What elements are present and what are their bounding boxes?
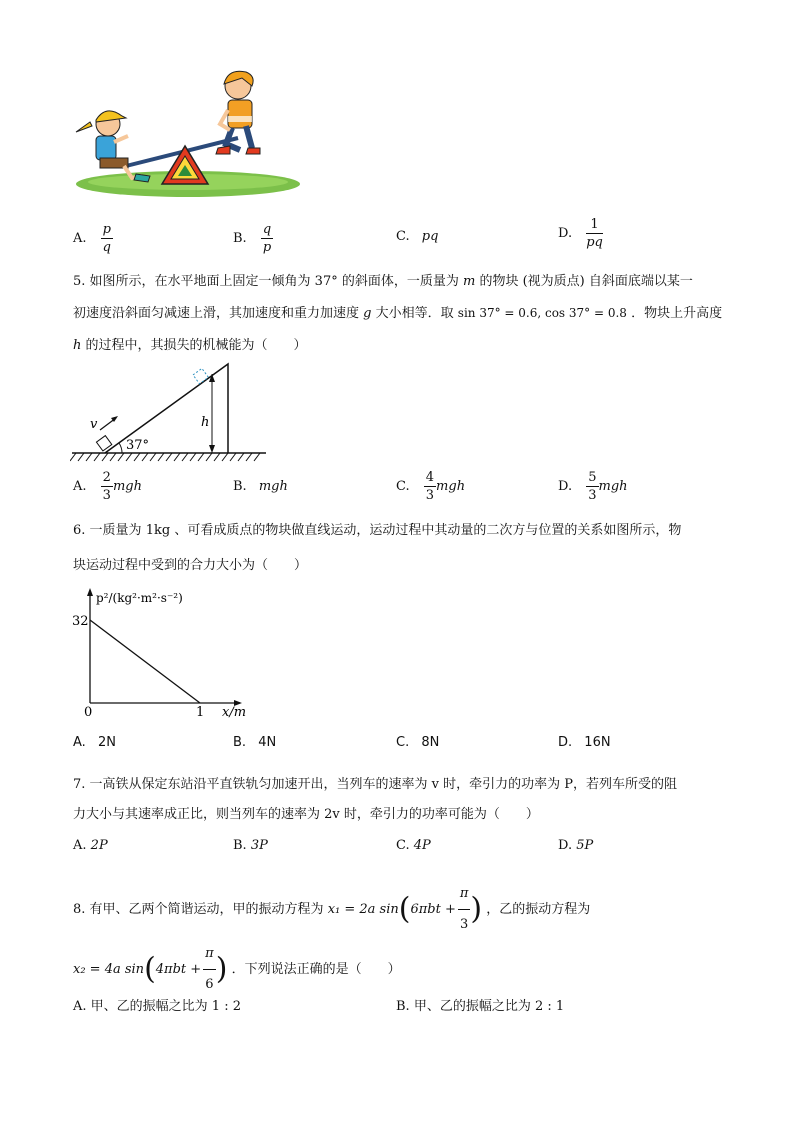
option-text: 4P	[413, 838, 431, 853]
option-label: B.	[233, 838, 247, 853]
fraction-denominator: 3	[425, 488, 435, 503]
q5-option-d[interactable]	[558, 470, 628, 503]
q7-line-2	[73, 805, 539, 825]
option-label: B.	[233, 735, 247, 750]
question-text: 的物块 (视为质点) 自斜面底端以某一	[479, 274, 693, 289]
fraction-denominator: q	[102, 240, 111, 255]
option-text: 2N	[97, 735, 116, 750]
q6-option-c[interactable]	[396, 735, 439, 750]
q8-option-a[interactable]	[73, 995, 241, 1014]
option-label: A.	[73, 735, 86, 750]
question-text: 力大小与其速率成正比，则当列车的速率为 2v 时，牵引力的功率可能为（ ）	[73, 807, 539, 822]
q6-line-1	[73, 521, 681, 541]
q6-option-b[interactable]	[233, 735, 276, 750]
mass-symbol: m	[463, 274, 476, 289]
fraction-denominator: 6	[205, 977, 214, 992]
option-label: B.	[233, 231, 247, 246]
option-label: D.	[558, 838, 573, 853]
option-label: C.	[396, 479, 410, 494]
option-label: C.	[396, 229, 410, 244]
velocity-label: v	[90, 417, 98, 432]
option-text: 甲、乙的振幅之比为 1 : 2	[90, 999, 241, 1014]
seesaw-illustration	[70, 66, 302, 198]
q8-line-2: x₂ = 4a sin(4πbt + $\frac{\pi}{6}$ ) ．下列说法正确的是（ ）	[73, 940, 401, 999]
q4-option-b[interactable]	[233, 222, 273, 255]
option-text: 2P	[90, 838, 108, 853]
option-text: pq	[421, 229, 439, 244]
fraction-numerator: 5	[588, 470, 597, 485]
equation-2-left: x₂ = 4a sin	[73, 962, 145, 977]
option-label: B.	[396, 999, 410, 1014]
option-label: D.	[558, 735, 573, 750]
question-number: 7.	[73, 777, 86, 792]
g-symbol: g	[363, 306, 372, 321]
option-label: B.	[233, 479, 247, 494]
question-text: 的过程中，其损失的机械能为（ ）	[85, 338, 307, 353]
q7-option-d[interactable]	[558, 838, 593, 853]
equation-2-inner: 4πbt +	[155, 962, 202, 977]
mass-value: 1kg	[145, 523, 171, 538]
question-text: ．下列说法正确的是（ ）	[231, 962, 401, 977]
angle-label: 37°	[126, 438, 150, 453]
question-number: 8.	[73, 902, 86, 917]
option-label: C.	[396, 838, 410, 853]
y-tick-label: 32	[72, 614, 89, 629]
q5-line-3	[73, 336, 307, 356]
option-label: A.	[73, 479, 87, 494]
q6-option-a[interactable]	[73, 735, 116, 750]
option-text: 16N	[584, 735, 611, 750]
fraction-denominator: pq	[586, 235, 603, 250]
data-line	[90, 620, 200, 703]
q5-option-b[interactable]	[233, 479, 288, 494]
fraction-numerator: p	[102, 222, 111, 237]
option-suffix: mgh	[112, 479, 142, 494]
question-text: 如图所示，在水平地面上固定一倾角为 37° 的斜面体，一质量为	[89, 274, 459, 289]
option-text: 3P	[250, 838, 268, 853]
question-text: ．物块上升高度	[631, 306, 723, 321]
option-suffix: mgh	[598, 479, 628, 494]
q5-line-1	[73, 272, 693, 292]
question-number: 5.	[73, 274, 86, 289]
q4-option-a[interactable]	[73, 222, 113, 255]
q7-option-a[interactable]	[73, 838, 108, 853]
question-number: 6.	[73, 523, 86, 538]
trig-values: sin 37° = 0.6, cos 37° = 0.8	[457, 306, 627, 320]
option-label: A.	[73, 231, 87, 246]
option-text: 4N	[258, 735, 277, 750]
y-axis-label: p²/(kg²·m²·s⁻²)	[96, 591, 183, 605]
option-label: A.	[73, 838, 87, 853]
x-axis-label: x/m	[222, 705, 247, 720]
fraction-numerator: q	[262, 222, 272, 237]
fraction-numerator: 4	[425, 470, 435, 485]
incline-figure	[70, 360, 270, 470]
question-text: 有甲、乙两个简谐运动，甲的振动方程为	[89, 902, 324, 917]
q5-option-c[interactable]	[396, 470, 465, 503]
option-label: D.	[558, 479, 573, 494]
question-text: 块运动过程中受到的合力大小为（ ）	[73, 558, 308, 573]
q7-line-1	[73, 775, 677, 795]
fraction-denominator: p	[262, 240, 272, 255]
q4-option-c[interactable]	[396, 229, 438, 244]
fraction-numerator: 1	[586, 217, 603, 234]
fraction-numerator: 2	[102, 470, 111, 485]
origin-label: 0	[84, 705, 93, 720]
q5-line-2	[73, 303, 722, 324]
option-label: C.	[396, 735, 410, 750]
option-suffix: mgh	[436, 479, 466, 494]
option-label: D.	[558, 226, 573, 241]
option-text: 8N	[421, 735, 440, 750]
q8-option-b[interactable]	[396, 995, 564, 1014]
fraction-denominator: 3	[588, 488, 597, 503]
fraction-denominator: 3	[460, 917, 469, 932]
question-text: ，乙的振动方程为	[486, 902, 591, 917]
question-text: 一质量为	[89, 523, 142, 538]
q7-option-b[interactable]	[233, 838, 268, 853]
question-text: 初速度沿斜面匀减速上滑，其加速度和重力加速度	[73, 306, 360, 321]
option-text: mgh	[258, 479, 288, 494]
equation-1-inner: 6πbt +	[410, 902, 456, 917]
fraction-denominator: 3	[102, 488, 111, 503]
equation-1-left: x₁ = 2a sin	[327, 902, 399, 917]
q6-option-d[interactable]	[558, 735, 611, 750]
height-label: h	[201, 415, 210, 430]
h-symbol: h	[73, 338, 82, 353]
q6-line-2	[73, 556, 307, 576]
fraction-numerator: π	[458, 880, 471, 910]
option-label: A.	[73, 999, 87, 1014]
x-tick-label: 1	[196, 705, 205, 720]
q4-option-d[interactable]	[558, 217, 603, 250]
question-text: 一高铁从保定东站沿平直铁轨匀加速开出，当列车的速率为 v 时，牵引力的功率为 P，若列车所受的阻	[89, 777, 678, 792]
option-text: 5P	[576, 838, 594, 853]
q7-option-c[interactable]	[396, 838, 431, 853]
q8-line-1: 8. 有甲、乙两个简谐运动，甲的振动方程为 x₁ = 2a sin(6πbt + $\frac{\pi}{3}$ ) ，乙的振动方程为	[73, 880, 590, 939]
question-text: 、可看成质点的物块做直线运动，运动过程中其动量的二次方与位置的关系如图所示，物	[174, 523, 682, 538]
momentum-squared-chart	[70, 588, 260, 723]
option-text: 甲、乙的振幅之比为 2 : 1	[413, 999, 565, 1014]
q5-option-a[interactable]	[73, 470, 142, 503]
fraction-numerator: π	[203, 940, 216, 970]
question-text: 大小相等．取	[375, 306, 454, 321]
